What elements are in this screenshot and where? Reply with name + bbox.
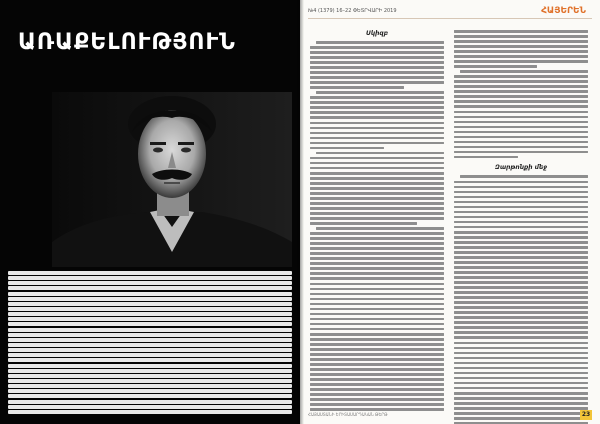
text-column-1	[310, 30, 444, 413]
text-line	[8, 333, 292, 337]
text-line	[454, 226, 588, 229]
text-line	[8, 400, 292, 404]
text-line	[454, 372, 588, 375]
text-line	[310, 222, 417, 225]
text-line	[8, 343, 292, 347]
text-line	[310, 247, 444, 250]
text-line	[8, 389, 292, 393]
text-line	[454, 186, 588, 189]
issue-info: №4 (1379) 16–22 ՓԵՏՐՎԱՐԻ 2019	[308, 8, 397, 14]
text-line	[8, 281, 292, 285]
text-line	[8, 302, 292, 306]
text-line	[454, 271, 588, 274]
text-line	[310, 172, 444, 175]
text-line	[454, 321, 588, 324]
text-line	[8, 338, 292, 342]
text-line	[8, 379, 292, 383]
text-line	[310, 51, 444, 54]
text-line	[310, 46, 444, 49]
text-line	[8, 374, 292, 378]
text-line	[454, 261, 588, 264]
text-line	[310, 308, 444, 311]
text-line	[310, 257, 444, 260]
article-title: ԱՌԱՔԵԼՈՒԹՅՈՒՆ	[18, 30, 236, 55]
text-line	[310, 338, 444, 341]
text-line	[310, 197, 444, 200]
text-line	[454, 100, 588, 103]
text-line	[460, 175, 588, 178]
text-line	[454, 326, 588, 329]
text-line	[454, 221, 588, 224]
text-line	[8, 394, 292, 398]
text-line	[454, 196, 588, 199]
text-line	[310, 106, 444, 109]
text-line	[316, 41, 444, 44]
text-line	[454, 266, 588, 269]
text-line	[310, 363, 444, 366]
text-line	[310, 142, 444, 145]
text-line	[454, 231, 588, 234]
text-line	[8, 369, 292, 373]
text-line	[310, 393, 444, 396]
text-line	[454, 151, 588, 154]
text-line	[454, 105, 588, 108]
text-line	[310, 378, 444, 381]
text-line	[8, 410, 292, 414]
text-line	[310, 283, 444, 286]
text-line	[454, 331, 588, 334]
text-line	[310, 232, 444, 235]
text-line	[310, 116, 444, 119]
text-line	[8, 276, 292, 280]
text-line	[454, 201, 588, 204]
text-line	[310, 147, 384, 150]
text-line	[310, 237, 444, 240]
text-line	[454, 306, 588, 309]
text-line	[310, 348, 444, 351]
text-line	[310, 207, 444, 210]
text-line	[454, 45, 588, 48]
text-line	[454, 276, 588, 279]
text-line	[454, 60, 588, 63]
text-line	[310, 323, 444, 326]
section-title-awakening: Զարթոնքի մեջ	[494, 164, 548, 172]
text-column-2	[454, 30, 588, 424]
text-line	[310, 288, 444, 291]
text-line	[454, 50, 588, 53]
text-line	[454, 206, 588, 209]
text-line	[454, 281, 588, 284]
text-line	[454, 392, 588, 395]
text-line	[310, 71, 444, 74]
text-line	[454, 146, 588, 149]
text-line	[310, 96, 444, 99]
text-line	[310, 212, 444, 215]
text-line	[454, 342, 588, 345]
text-line	[310, 333, 444, 336]
text-line	[310, 388, 444, 391]
header-divider	[308, 18, 592, 19]
text-line	[454, 90, 588, 93]
text-line	[316, 152, 444, 155]
text-line	[454, 156, 518, 159]
text-line	[454, 65, 537, 68]
text-line	[460, 70, 588, 73]
text-line	[454, 35, 588, 38]
text-line	[454, 352, 588, 355]
text-line	[316, 227, 444, 230]
text-line	[454, 251, 588, 254]
text-line	[310, 217, 444, 220]
text-line	[454, 40, 588, 43]
text-line	[454, 236, 588, 239]
text-line	[310, 61, 444, 64]
text-line	[454, 311, 588, 314]
text-line	[310, 403, 444, 406]
text-line	[310, 202, 444, 205]
text-line	[454, 256, 588, 259]
text-line	[310, 157, 444, 160]
text-line	[8, 328, 292, 332]
text-line	[8, 384, 292, 388]
text-line	[310, 177, 444, 180]
text-line	[310, 313, 444, 316]
text-line	[454, 116, 588, 119]
text-line	[454, 296, 588, 299]
text-line	[310, 187, 444, 190]
text-line	[310, 277, 444, 280]
text-line	[8, 297, 292, 301]
page-number: 23	[581, 411, 591, 418]
text-line	[454, 191, 588, 194]
page-footer	[308, 410, 592, 420]
text-line	[310, 303, 444, 306]
text-line	[310, 127, 444, 130]
page-header	[308, 6, 592, 18]
text-line	[310, 76, 444, 79]
left-article-text	[8, 271, 292, 417]
text-line	[8, 353, 292, 357]
text-line	[454, 362, 588, 365]
text-line	[310, 328, 444, 331]
text-line	[310, 86, 404, 89]
text-line	[310, 353, 444, 356]
text-line	[454, 141, 588, 144]
text-line	[310, 358, 444, 361]
text-line	[310, 398, 444, 401]
text-line	[454, 121, 588, 124]
section-title-start: Սկիզբ	[365, 30, 388, 37]
text-line	[310, 252, 444, 255]
text-line	[8, 312, 292, 316]
text-line	[454, 211, 588, 214]
text-line	[454, 85, 588, 88]
text-line	[454, 55, 588, 58]
text-line	[454, 357, 588, 360]
text-line	[8, 271, 292, 275]
text-line	[310, 242, 444, 245]
text-line	[8, 348, 292, 352]
text-line	[454, 136, 588, 139]
text-line	[454, 367, 588, 370]
text-line	[310, 111, 444, 114]
text-line	[8, 317, 292, 321]
text-line	[310, 56, 444, 59]
text-line	[310, 81, 444, 84]
text-line	[454, 80, 588, 83]
text-line	[8, 358, 292, 362]
text-line	[8, 292, 292, 296]
text-line	[454, 95, 588, 98]
text-line	[310, 272, 444, 275]
text-line	[454, 75, 588, 78]
spread-gutter	[296, 0, 304, 424]
text-line	[454, 316, 588, 319]
text-line	[454, 216, 588, 219]
text-line	[310, 298, 444, 301]
magazine-logo: ՀԱՅԵՐԵՆ	[541, 6, 586, 16]
text-line	[316, 91, 444, 94]
text-line	[310, 66, 444, 69]
text-line	[310, 262, 444, 265]
text-line	[310, 192, 444, 195]
text-line	[8, 307, 292, 311]
text-line	[310, 383, 444, 386]
text-line	[454, 301, 588, 304]
text-line	[8, 286, 292, 290]
text-line	[454, 126, 588, 129]
portrait-photo	[52, 92, 292, 267]
text-line	[454, 286, 588, 289]
text-line	[454, 347, 588, 350]
text-line	[454, 387, 588, 390]
text-line	[454, 246, 588, 249]
right-page	[300, 0, 600, 424]
text-line	[310, 368, 444, 371]
text-line	[8, 364, 292, 368]
text-line	[454, 336, 588, 339]
text-line	[454, 382, 588, 385]
text-line	[310, 318, 444, 321]
footer-text: ՀԱՅԱՍՏԱՆԻ ԵՐԻՏԱՍԱՐԴԱԿԱՆ ԹԵՐԹ	[308, 412, 388, 417]
text-line	[310, 182, 444, 185]
text-line	[454, 402, 588, 405]
text-line	[454, 241, 588, 244]
text-line	[310, 162, 444, 165]
text-line	[310, 373, 444, 376]
text-line	[454, 131, 588, 134]
text-line	[454, 181, 588, 184]
text-line	[454, 30, 588, 33]
text-line	[310, 137, 444, 140]
text-line	[310, 267, 444, 270]
text-line	[454, 397, 588, 400]
text-line	[454, 291, 588, 294]
text-line	[310, 101, 444, 104]
text-line	[310, 122, 444, 125]
text-line	[310, 293, 444, 296]
text-line	[8, 322, 292, 326]
text-line	[310, 343, 444, 346]
text-line	[310, 167, 444, 170]
text-line	[454, 377, 588, 380]
text-line	[8, 405, 292, 409]
text-line	[454, 111, 588, 114]
text-line	[310, 132, 444, 135]
